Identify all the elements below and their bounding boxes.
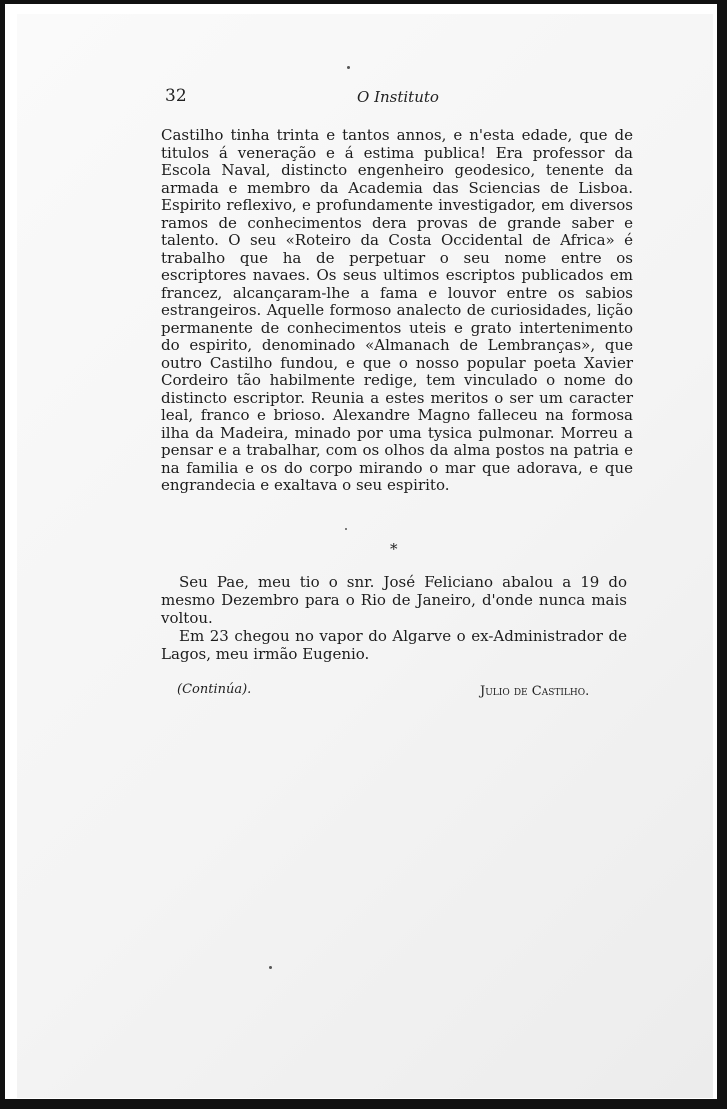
- author-signature: Julio de Castilho.: [480, 684, 590, 699]
- print-speck: [269, 966, 272, 969]
- main-paragraph: [161, 127, 633, 495]
- closing-paragraphs: [161, 573, 627, 663]
- print-speck: [347, 66, 350, 69]
- page-number: 32: [165, 86, 187, 106]
- section-ornament: *: [390, 540, 398, 558]
- page-header: [165, 86, 445, 112]
- paragraph-1: Castilho tinha trinta e tantos annos, e n'esta edade, que de titulos á veneração e á estima publica! Era professor da Escola Naval, distincto engenheiro geodesico, tenente da armada e membro da Academia das Sciencias de Lisboa. Espirito reflexivo, e profundamente investigador, em diversos ramos de conhecimentos dera provas de grande saber e talento. O seu «Roteiro da Costa Occidental de Africa» é trabalho que ha de perpetuar o seu nome entre os escriptores navaes. Os seus ultimos escriptos publicados em francez, alcançaram-lhe a fama e louvor entre os sabios estrangeiros. Aquelle formoso analecto de curiosidades, lição permanente de conhecimentos uteis e grato intertenimento do espirito, denominado «Almanach de Lembranças», que outro Castilho fundou, e que o nosso popular poeta Xavier Cordeiro tão habilmente redige, tem vinculado o nome do distincto escriptor. Reunia a estes meritos o ser um caracter leal, franco e brioso. Alexandre Magno falleceu na formosa ilha da Madeira, minado por uma tysica pulmonar. Morreu a pensar e a trabalhar, com os olhos da alma postos na patria e na familia e os do corpo mirando o mar que adorava, e que engrandecia e exaltava o seu espirito.: [161, 126, 633, 494]
- print-speck: [345, 528, 347, 530]
- continued-note: (Continúa).: [177, 682, 252, 697]
- paragraph-2: Seu Pae, meu tio o snr. José Feliciano abalou a 19 do mesmo Dezembro para o Rio de Janeiro, d'onde nunca mais voltou.: [161, 573, 627, 627]
- running-title: O Instituto: [357, 88, 439, 106]
- paragraph-3: Em 23 chegou no vapor do Algarve o ex-Administrador de Lagos, meu irmão Eugenio.: [161, 627, 627, 663]
